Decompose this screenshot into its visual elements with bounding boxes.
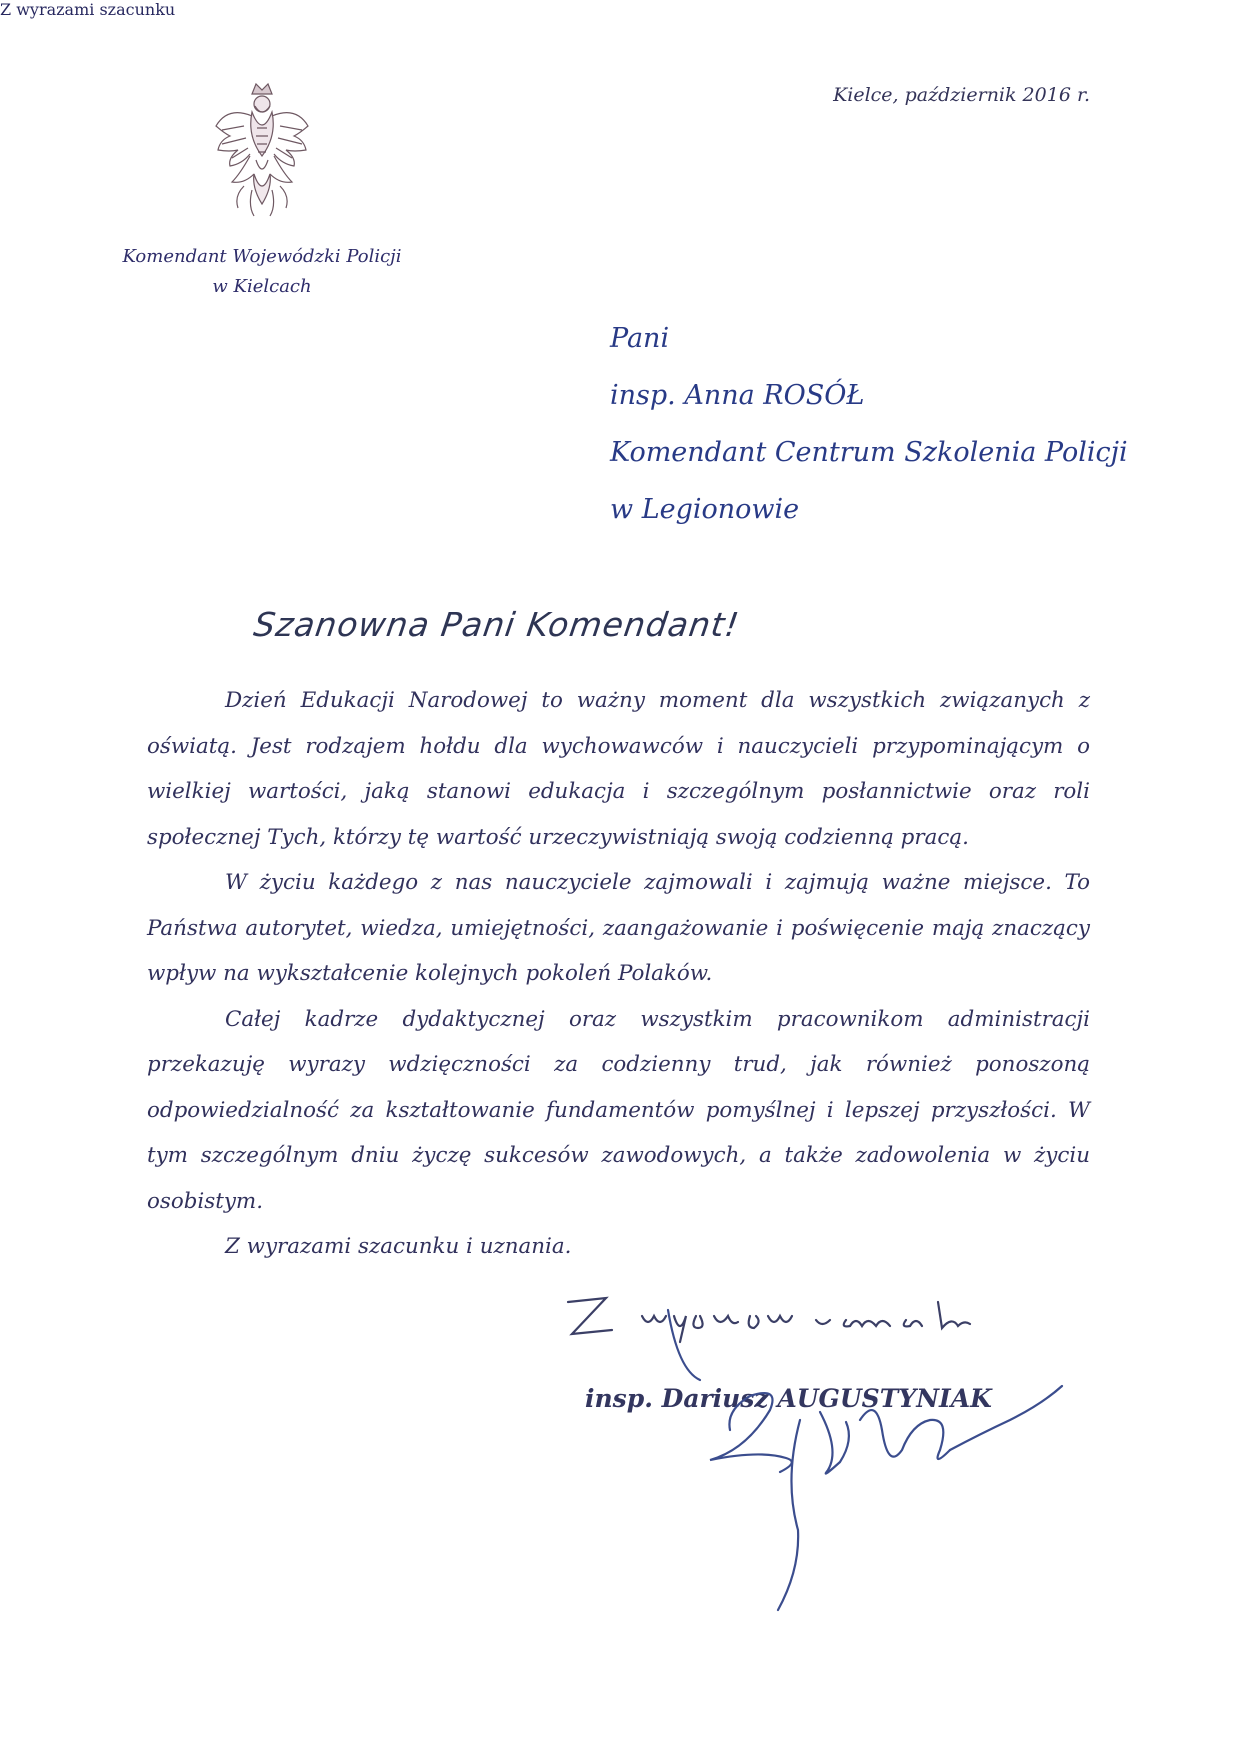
handwritten-closing-text: Z wyrazami szacunku [0, 0, 176, 19]
polish-eagle-crest-icon [210, 78, 314, 220]
letter-date: Kielce, październik 2016 r. [833, 84, 1090, 106]
sender-line-1: Komendant Wojewódzki Policji [122, 246, 402, 267]
closing-formula: Z wyrazami szacunku i uznania. [225, 1234, 572, 1259]
body-paragraph-2: W życiu każdego z nas nauczyciele zajmowali i zajmują ważne miejsce. To Państwa autorytet, wiedza, umiejętności, zaangażowanie i poświęcenie mają znaczący wpływ na wykształcenie kolejnych pokoleń Polaków. [147, 870, 1090, 986]
sender-line-2: w Kielcach [212, 276, 312, 297]
sender-block [112, 242, 412, 302]
signatory-name: insp. Dariusz AUGUSTYNIAK [585, 1384, 992, 1413]
body-paragraph-1: Dzień Edukacji Narodowej to ważny moment dla wszystkich związanych z oświatą. Jest rodzajem hołdu dla wychowawców i nauczycieli przypominającym o wielkiej wartości, jaką stanowi edukacja i szczególnym posłannictwie oraz roli społecznej Tych, którzy tę wartość urzeczywistniają swoją codzienną pracą. [147, 688, 1090, 850]
recipient-block [610, 310, 1190, 538]
body-paragraph-3: Całej kadrze dydaktycznej oraz wszystkim pracownikom administracji przekazuję wyrazy wdzięczności za codzienny trud, jak również ponoszoną odpowiedzialność za kształtowanie fundamentów pomyślnej i lepszej przyszłości. W tym szczególnym dniu życzę sukcesów zawodowych, a także zadowolenia w życiu osobistym. [147, 1006, 1090, 1214]
recipient-line-4: w Legionowie [610, 494, 800, 525]
recipient-line-2: insp. Anna ROSÓŁ [610, 380, 865, 411]
salutation-handwritten: Szanowna Pani Komendant! [251, 605, 743, 644]
recipient-line-1: Pani [610, 323, 670, 354]
recipient-line-3: Komendant Centrum Szkolenia Policji [610, 437, 1128, 468]
handwritten-signature [650, 1300, 1080, 1620]
letter-body [147, 678, 1090, 1270]
